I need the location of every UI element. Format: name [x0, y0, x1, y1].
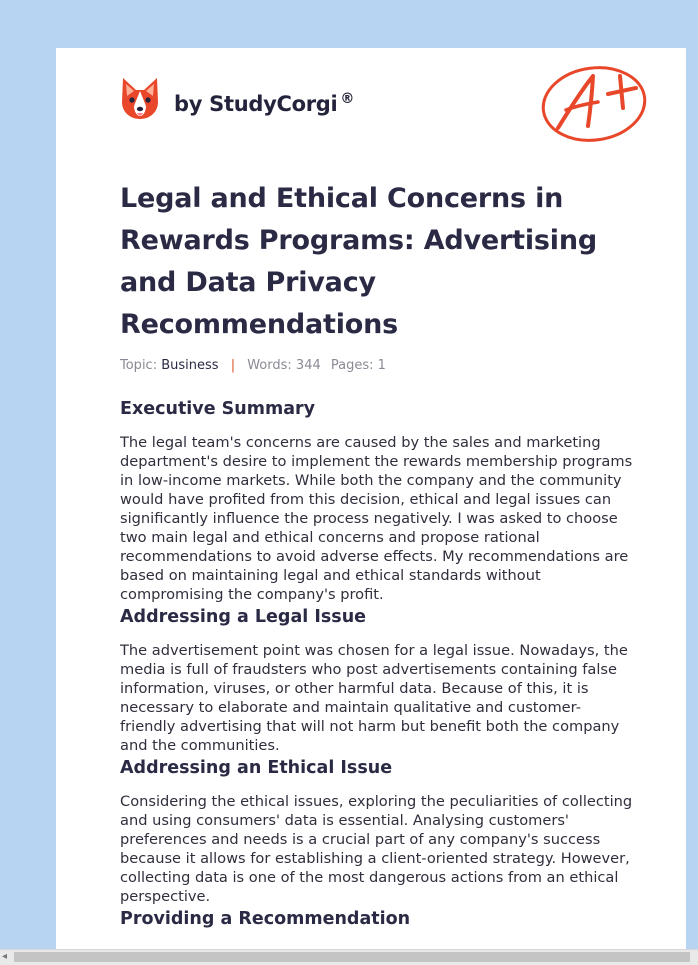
- section-heading-recommendation: Providing a Recommendation: [120, 909, 411, 929]
- section-body-legal-issue: The advertisement point was chosen for a legal issue. Nowadays, the media is full of fraudsters who post advertisements containing false information, viruses, or other harmful data. Because of this, it is necessary to elaborate and maintain qualitative and customer-friendly advertising that will not harm but benefit both the company and the communities.: [120, 642, 628, 754]
- section-body-ethical-issue: Considering the ethical issues, exploring the peculiarities of collecting and using consumers' data is essential. Analysing customers' preferences and needs is a crucial part of any company's success because it allows for establishing a client-oriented strategy. However, collecting data is one of the most dangerous actions from an ethical perspective.: [120, 793, 633, 905]
- word-count: Words: 344: [247, 358, 321, 373]
- header: [120, 76, 660, 156]
- horizontal-scrollbar[interactable]: [0, 949, 698, 965]
- document-meta: [120, 358, 634, 373]
- registered-mark: ®: [340, 90, 355, 107]
- document-content: [120, 178, 634, 929]
- corgi-icon: [120, 76, 160, 120]
- scrollbar-thumb[interactable]: [14, 952, 690, 962]
- section-heading-ethical-issue: Addressing an Ethical Issue: [120, 758, 393, 778]
- grade-badge-a-plus-icon: [538, 62, 650, 144]
- document-title: Legal and Ethical Concerns in Rewards Programs: Advertising and Data Privacy Recommendations: [120, 183, 597, 340]
- page-count: Pages: 1: [330, 358, 386, 373]
- topic-link[interactable]: Business: [161, 358, 219, 373]
- document-page: [56, 48, 686, 964]
- brand-name: by StudyCorgi: [174, 91, 338, 116]
- meta-separator: |: [230, 358, 236, 373]
- section-body-executive-summary: The legal team's concerns are caused by the sales and marketing department's desire to implement the rewards membership programs in low-income markets. While both the company and the community would have profited from this decision, ethical and legal issues can significantly influence the process negatively. I was asked to choose two main legal and ethical concerns and propose rational recommendations to avoid adverse effects. My recommendations are based on maintaining legal and ethical standards without compromising the company's profit.: [120, 434, 633, 603]
- topic-label: Topic:: [120, 358, 158, 373]
- section-heading-executive-summary: Executive Summary: [120, 399, 316, 419]
- scroll-left-arrow-icon[interactable]: ◂: [2, 951, 8, 962]
- section-heading-legal-issue: Addressing a Legal Issue: [120, 607, 367, 627]
- studycorgi-logo[interactable]: [120, 76, 354, 120]
